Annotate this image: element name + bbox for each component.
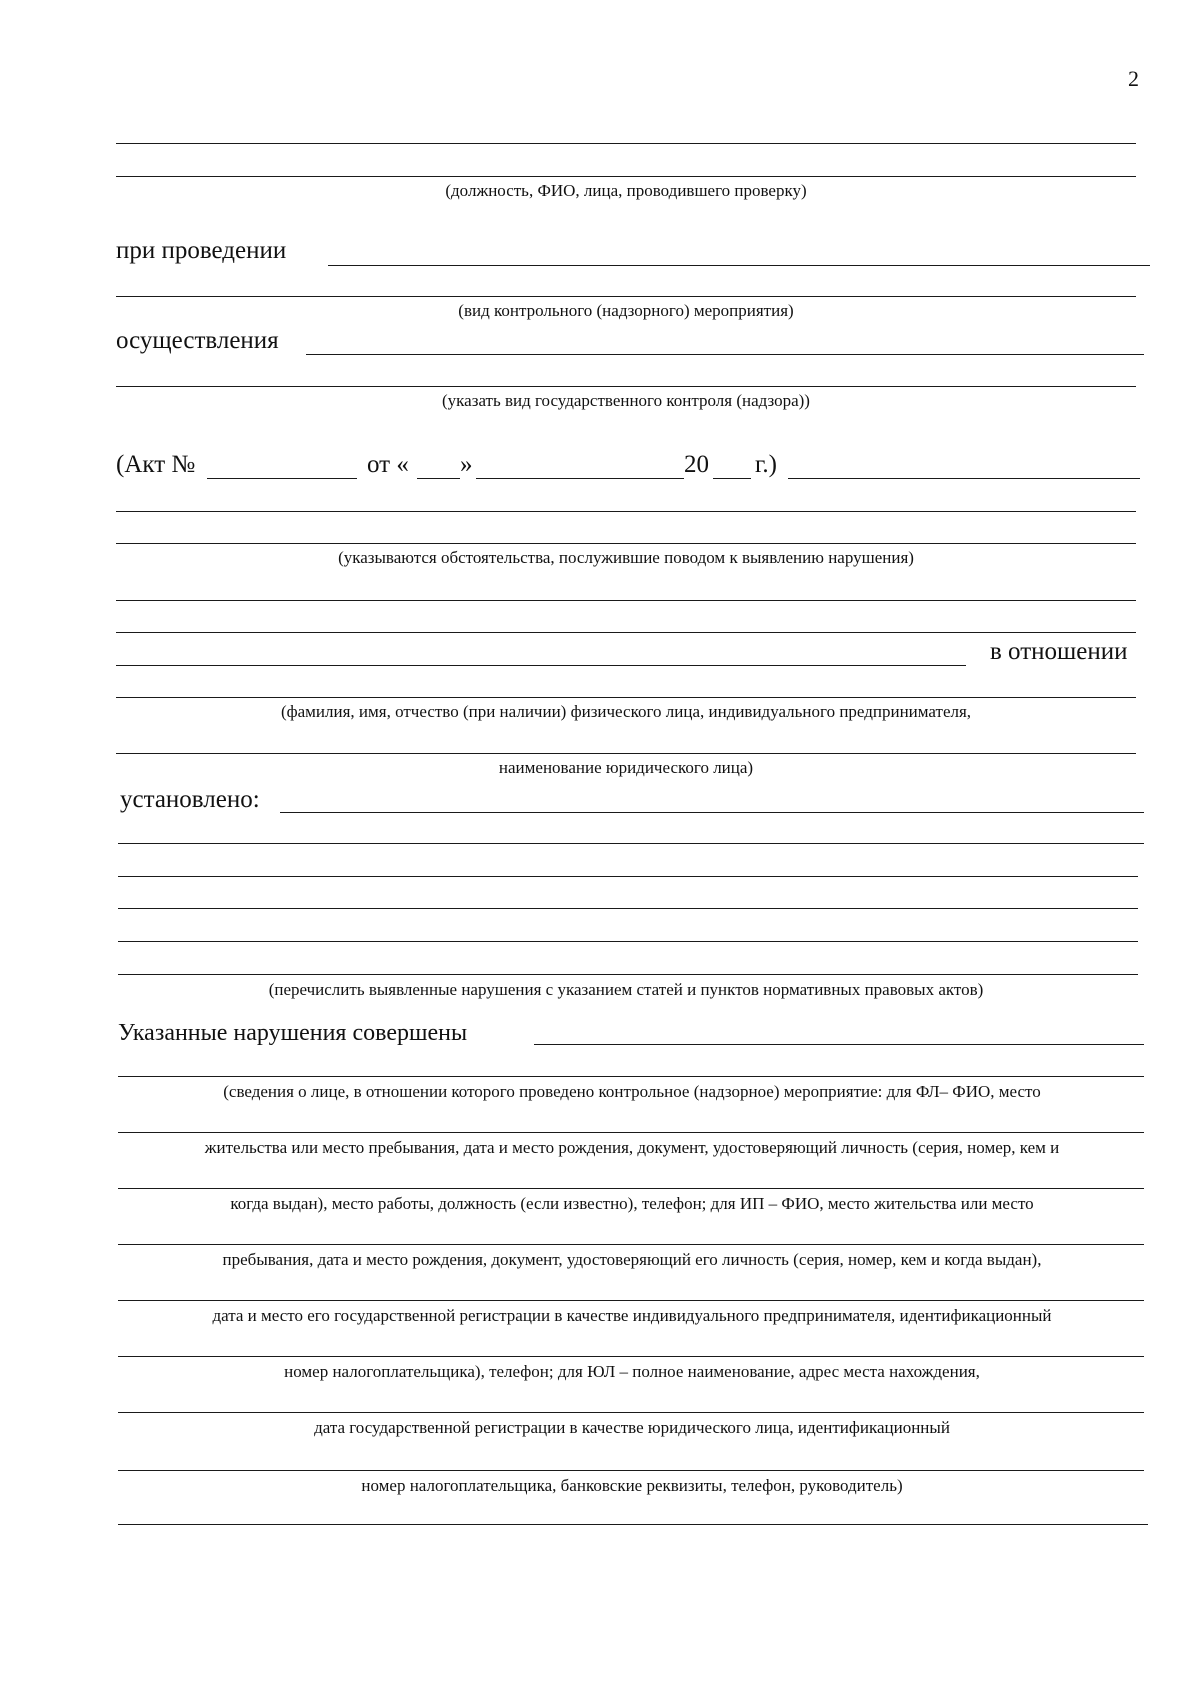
details-line: дата и место его государственной регистрации в качестве индивидуального предпринимателя, идентификационный (212, 1306, 1052, 1325)
blank-act-day (417, 478, 460, 479)
blank-line (116, 697, 1136, 698)
label-established: установлено: (120, 786, 260, 813)
blank-line (118, 1300, 1144, 1301)
blank-line (116, 665, 966, 666)
blank-line (116, 632, 1136, 633)
details-line: жительства или место пребывания, дата и место рождения, документ, удостоверяющий личность (серия, номер, кем и (204, 1138, 1060, 1157)
blank-line (788, 478, 1140, 479)
blank-line (118, 974, 1138, 975)
caption-inspector: (должность, ФИО, лица, проводившего проверку) (445, 181, 807, 200)
details-line: когда выдан), место работы, должность (если известно), телефон; для ИП – ФИО, место жительства или место (230, 1194, 1034, 1213)
blank-line (116, 543, 1136, 544)
blank-line (118, 1356, 1144, 1357)
blank-line (118, 941, 1138, 942)
blank-line (280, 812, 1144, 813)
blank-line (118, 1524, 1148, 1525)
label-act-year: 20 (684, 451, 709, 478)
blank-line (534, 1044, 1144, 1045)
blank-line (118, 876, 1138, 877)
blank-line (116, 753, 1136, 754)
blank-line (306, 354, 1144, 355)
blank-line (116, 511, 1136, 512)
blank-line (116, 143, 1136, 144)
caption-event-type: (вид контрольного (надзорного) мероприятия) (458, 301, 794, 320)
details-line: (сведения о лице, в отношении которого проведено контрольное (надзорное) мероприятие: для ФЛ– ФИО, место (223, 1082, 1041, 1101)
details-line: пребывания, дата и место рождения, документ, удостоверяющий его личность (серия, номер, кем и когда выдан), (222, 1250, 1042, 1269)
blank-line (118, 1076, 1144, 1077)
blank-line (116, 176, 1136, 177)
blank-line (118, 1244, 1144, 1245)
caption-circumstances: (указываются обстоятельства, послужившие поводом к выявлению нарушения) (338, 548, 914, 567)
label-act-year-suffix: г.) (755, 451, 778, 478)
blank-line (118, 1188, 1144, 1189)
blank-line (116, 386, 1136, 387)
page-number: 2 (1128, 66, 1139, 91)
details-line: номер налогоплательщика, банковские реквизиты, телефон, руководитель) (361, 1476, 903, 1495)
label-committed: Указанные нарушения совершены (118, 1020, 468, 1046)
label-act-no: (Акт № (116, 451, 196, 478)
label-act-quote: » (460, 451, 473, 478)
blank-line (328, 265, 1150, 266)
label-in-relation: в отношении (990, 638, 1128, 665)
caption-person-line2: наименование юридического лица) (498, 758, 754, 777)
blank-line (118, 1132, 1144, 1133)
blank-line (118, 908, 1138, 909)
blank-act-number (207, 478, 357, 479)
blank-act-month (476, 478, 684, 479)
label-during: при проведении (116, 237, 287, 264)
blank-line (116, 296, 1136, 297)
details-line: дата государственной регистрации в качестве юридического лица, идентификационный (314, 1418, 950, 1437)
details-line: номер налогоплательщика), телефон; для ЮЛ – полное наименование, адрес места нахождения, (284, 1362, 980, 1381)
blank-line (118, 1412, 1144, 1413)
caption-violations-list: (перечислить выявленные нарушения с указанием статей и пунктов нормативных правовых актов) (268, 980, 984, 999)
blank-line (118, 843, 1144, 844)
label-act-from: от « (367, 451, 409, 478)
blank-act-year (713, 478, 751, 479)
blank-line (118, 1470, 1144, 1471)
caption-person-line1: (фамилия, имя, отчество (при наличии) физического лица, индивидуального предпринимателя, (280, 702, 972, 721)
blank-line (116, 600, 1136, 601)
label-implementation: осуществления (116, 327, 279, 354)
caption-control-type: (указать вид государственного контроля (надзора)) (442, 391, 810, 410)
